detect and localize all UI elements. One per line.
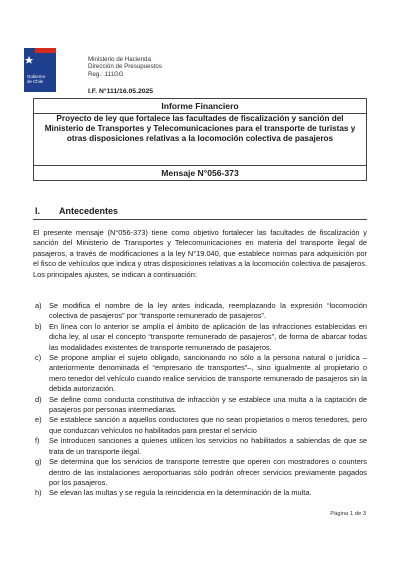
list-text: Se propone ampliar el sujeto obligado, sancionando no sólo a la persona natural o jurídica –anteriormente denominada el “empresario de transportes”–, sino igualmente al propietario o mero tenedor del vehículo cuando realice servicios de transporte remunerado de pasajeros sin la debida autorización. <box>49 353 367 394</box>
adjustments-list <box>33 301 367 499</box>
report-id: I.F. N°111/16.05.2025 <box>88 88 154 95</box>
list-marker: c) <box>35 353 42 363</box>
list-text: Se elevan las multas y se regula la reincidencia en la determinación de la multa. <box>49 488 312 498</box>
ministry-name: Ministerio de Hacienda <box>88 56 151 63</box>
section-number: I. <box>35 206 41 216</box>
list-item <box>33 488 367 498</box>
government-logo <box>24 48 56 92</box>
list-item <box>33 436 367 457</box>
list-item <box>33 353 367 395</box>
section-divider <box>33 219 367 220</box>
section-heading <box>35 206 118 216</box>
list-text: En línea con lo anterior se amplía el ámbito de aplicación de las infracciones establecidas en dicha ley, al usar el concepto “transporte remunerado de pasajeros”, de forma de abarcar todas las modalidades existentes de transporte remunerado de pasajeros. <box>49 321 367 352</box>
report-label: Informe Financiero <box>161 101 239 111</box>
list-text: Se establece sanción a aquellos conductores que no sean propietarios o meros tenedores, pero que conduzcan vehículos no habilitados para prestar el servicio <box>49 415 367 435</box>
list-marker: d) <box>35 394 42 404</box>
list-text: Se define como conducta constitutiva de infracción y se establece una multa a la captación de pasajeros por personas intermediarias. <box>49 394 367 415</box>
bill-title: Proyecto de ley que fortalece las facultades de fiscalización y sanción del Ministerio de Transportes y Telecomunicaciones para el transporte de turistas y otras disposiciones relativas a la locomoción colectiva de pasajeros <box>44 114 356 144</box>
ministry-block <box>88 56 162 78</box>
intro-paragraph: El presente mensaje (N°056-373) tiene como objetivo fortalecer las facultades de fiscalización y sanción del Ministerio de Transportes y Telecomunicaciones en materia del transporte ilegal de pasajeros, a través de modificaciones a la ley N°19.040, que establece normas para adquisición por el fisco de vehículos que indica y otras disposiciones relativas a la locomoción colectiva de pasajeros. Los principales ajustes, se indican a continuación: <box>33 228 367 279</box>
title-box-message-row <box>34 165 366 181</box>
title-box-title-row <box>34 113 366 166</box>
list-item <box>33 322 367 353</box>
registry-code: Reg.: 111GG <box>88 70 124 78</box>
list-marker: f) <box>35 436 40 446</box>
office-name: Dirección de Presupuestos <box>88 63 162 71</box>
list-item <box>33 415 367 436</box>
list-marker: e) <box>35 415 42 425</box>
list-marker: g) <box>35 457 42 467</box>
message-number: Mensaje N°056-373 <box>161 168 239 178</box>
logo-text-line1: Gobierno <box>27 74 46 79</box>
list-text: Se introducen sanciones a quienes utilicen los servicios no habilitados a sabiendas de que se trata de un transporte ilegal. <box>49 436 367 456</box>
list-item <box>33 301 367 322</box>
list-marker: b) <box>35 321 42 331</box>
list-item <box>33 457 367 488</box>
page-number: Página 1 de 3 <box>330 511 366 517</box>
list-marker: h) <box>35 488 42 498</box>
logo-text-line2: de Chile <box>27 79 44 84</box>
list-text: Se modifica el nombre de la ley antes indicada, reemplazando la expresión “locomoción colectiva de pasajeros” por “transporte remunerado de pasajeros”. <box>49 301 367 321</box>
title-box-label-row <box>34 99 366 114</box>
list-item <box>33 395 367 416</box>
section-title: Antecedentes <box>59 206 119 216</box>
title-box <box>33 98 367 181</box>
list-text: Se determina que los servicios de transporte terrestre que operen con mostradores o counters dentro de las instalaciones aeroportuarias sólo podrán ofrecer servicios previamente pagados por los pasajeros. <box>49 457 367 487</box>
list-marker: a) <box>35 301 42 310</box>
